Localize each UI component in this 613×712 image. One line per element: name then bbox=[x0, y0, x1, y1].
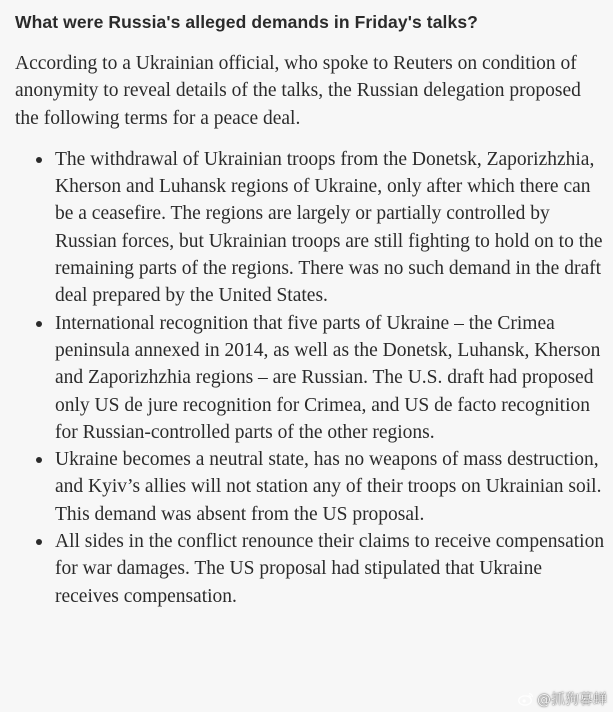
bullet-icon bbox=[36, 457, 42, 463]
list-item bbox=[15, 446, 605, 528]
bullet-icon bbox=[36, 321, 42, 327]
watermark-text: @抓狗暮蝉 bbox=[537, 692, 607, 708]
list-item bbox=[15, 310, 605, 446]
list-item-text: International recognition that five parts of Ukraine – the Crimea peninsula annexed in 2014, as well as the Donetsk, Luhansk, Kherson and Zaporizhzhia regions – are Russian. The U.S. draft had proposed only US de jure recognition for Crimea, and US de facto recognition for Russian-controlled parts of the other regions. bbox=[55, 312, 601, 443]
watermark bbox=[518, 689, 607, 709]
list-item-text: Ukraine becomes a neutral state, has no weapons of mass destruction, and Kyiv’s allies will not station any of their troops on Ukrainian soil. This demand was absent from the US proposal. bbox=[55, 449, 602, 525]
bullet-icon bbox=[36, 539, 42, 545]
section-heading: What were Russia's alleged demands in Friday's talks? bbox=[15, 12, 478, 32]
weibo-icon bbox=[518, 692, 534, 706]
list-item bbox=[15, 146, 605, 310]
article bbox=[15, 10, 605, 610]
list-item-text: All sides in the conflict renounce their claims to receive compensation for war damages. The US proposal had stipulated that Ukraine receives compensation. bbox=[55, 531, 605, 607]
intro-paragraph: According to a Ukrainian official, who spoke to Reuters on condition of anonymity to reveal details of the talks, the Russian delegation proposed the following terms for a peace deal. bbox=[15, 53, 581, 129]
list-item bbox=[15, 528, 605, 610]
bullet-icon bbox=[36, 157, 42, 163]
demands-list bbox=[15, 146, 605, 610]
list-item-text: The withdrawal of Ukrainian troops from the Donetsk, Zaporizhzhia, Kherson and Luhansk regions of Ukraine, only after which there can be a ceasefire. The regions are largely or partially controlled by Russian forces, but Ukrainian troops are still fighting to hold on to the remaining parts of the regions. There was no such demand in the draft deal prepared by the United States. bbox=[55, 148, 603, 307]
